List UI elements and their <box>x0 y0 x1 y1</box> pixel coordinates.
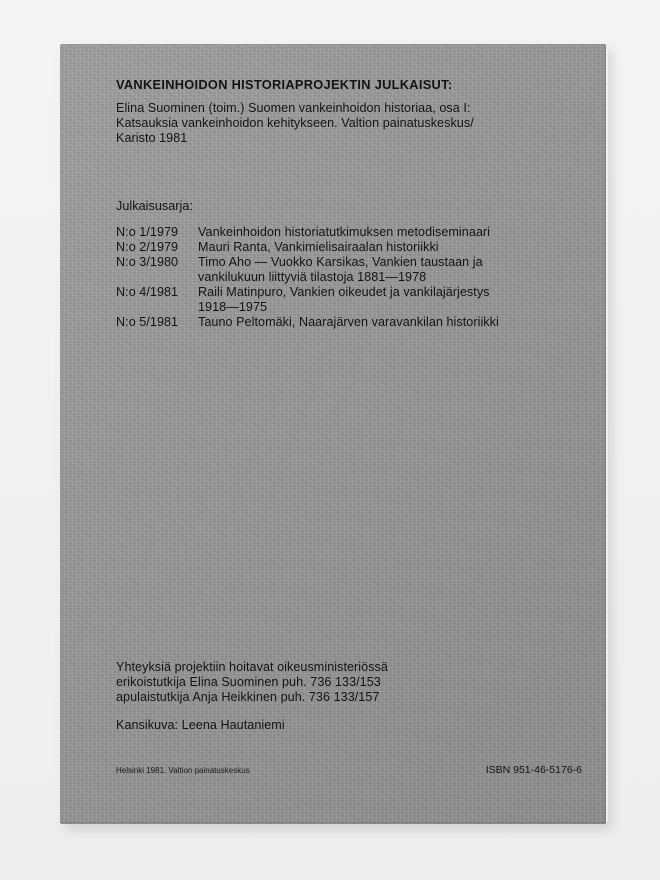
series-text <box>198 315 596 330</box>
series-number: N:o 5/1981 <box>116 315 179 329</box>
intro-line: Elina Suominen (toim.) Suomen vankeinhoidon historiaa, osa I: <box>116 101 471 115</box>
series-text-line: vankilukuun liittyviä tilastoja 1881—1978 <box>198 270 427 284</box>
series-item <box>116 240 596 255</box>
intro-line: Katsauksia vankeinhoidon kehitykseen. Valtion painatuskeskus/ <box>116 116 474 130</box>
series-number: N:o 1/1979 <box>116 225 179 239</box>
series-text <box>198 240 596 255</box>
series-item <box>116 225 596 240</box>
isbn: ISBN 951-46-5176-6 <box>485 764 582 776</box>
series-number: N:o 4/1981 <box>116 285 179 299</box>
intro-line: Karisto 1981 <box>116 131 188 145</box>
series-number: N:o 3/1980 <box>116 255 179 269</box>
series-number: N:o 2/1979 <box>116 240 179 254</box>
imprint: Helsinki 1981. Valtion painatuskeskus <box>116 766 250 775</box>
contact-line: Yhteyksiä projektiin hoitavat oikeusministeriössä <box>116 660 388 674</box>
series-item <box>116 255 596 285</box>
contact-line: erikoistutkija Elina Suominen puh. 736 133/153 <box>116 675 381 689</box>
cover-credit: Kansikuva: Leena Hautaniemi <box>116 718 285 732</box>
series-text-line: Raili Matinpuro, Vankien oikeudet ja vankilajärjestys <box>198 285 490 299</box>
footer <box>116 764 586 778</box>
book-back-cover <box>60 44 606 824</box>
series-item <box>116 315 596 330</box>
publications-heading: VANKEINHOIDON HISTORIAPROJEKTIN JULKAISUT: <box>116 77 453 92</box>
series-list <box>116 225 596 330</box>
series-text-line: Mauri Ranta, Vankimielisairaalan historiikki <box>198 240 439 254</box>
series-text-line: 1918—1975 <box>198 300 268 314</box>
series-text-line: Tauno Peltomäki, Naarajärven varavankilan historiikki <box>198 315 499 329</box>
series-text-line: Vankeinhoidon historiatutkimuksen metodiseminaari <box>198 225 491 239</box>
series-item <box>116 285 596 315</box>
intro-publication <box>116 101 586 146</box>
series-title: Julkaisusarja: <box>116 199 193 213</box>
contact-info <box>116 660 586 705</box>
series-text <box>198 255 596 285</box>
series-text-line: Timo Aho — Vuokko Karsikas, Vankien taustaan ja <box>198 255 483 269</box>
contact-line: apulaistutkija Anja Heikkinen puh. 736 133/157 <box>116 690 380 704</box>
series-text <box>198 225 596 240</box>
series-text <box>198 285 596 315</box>
